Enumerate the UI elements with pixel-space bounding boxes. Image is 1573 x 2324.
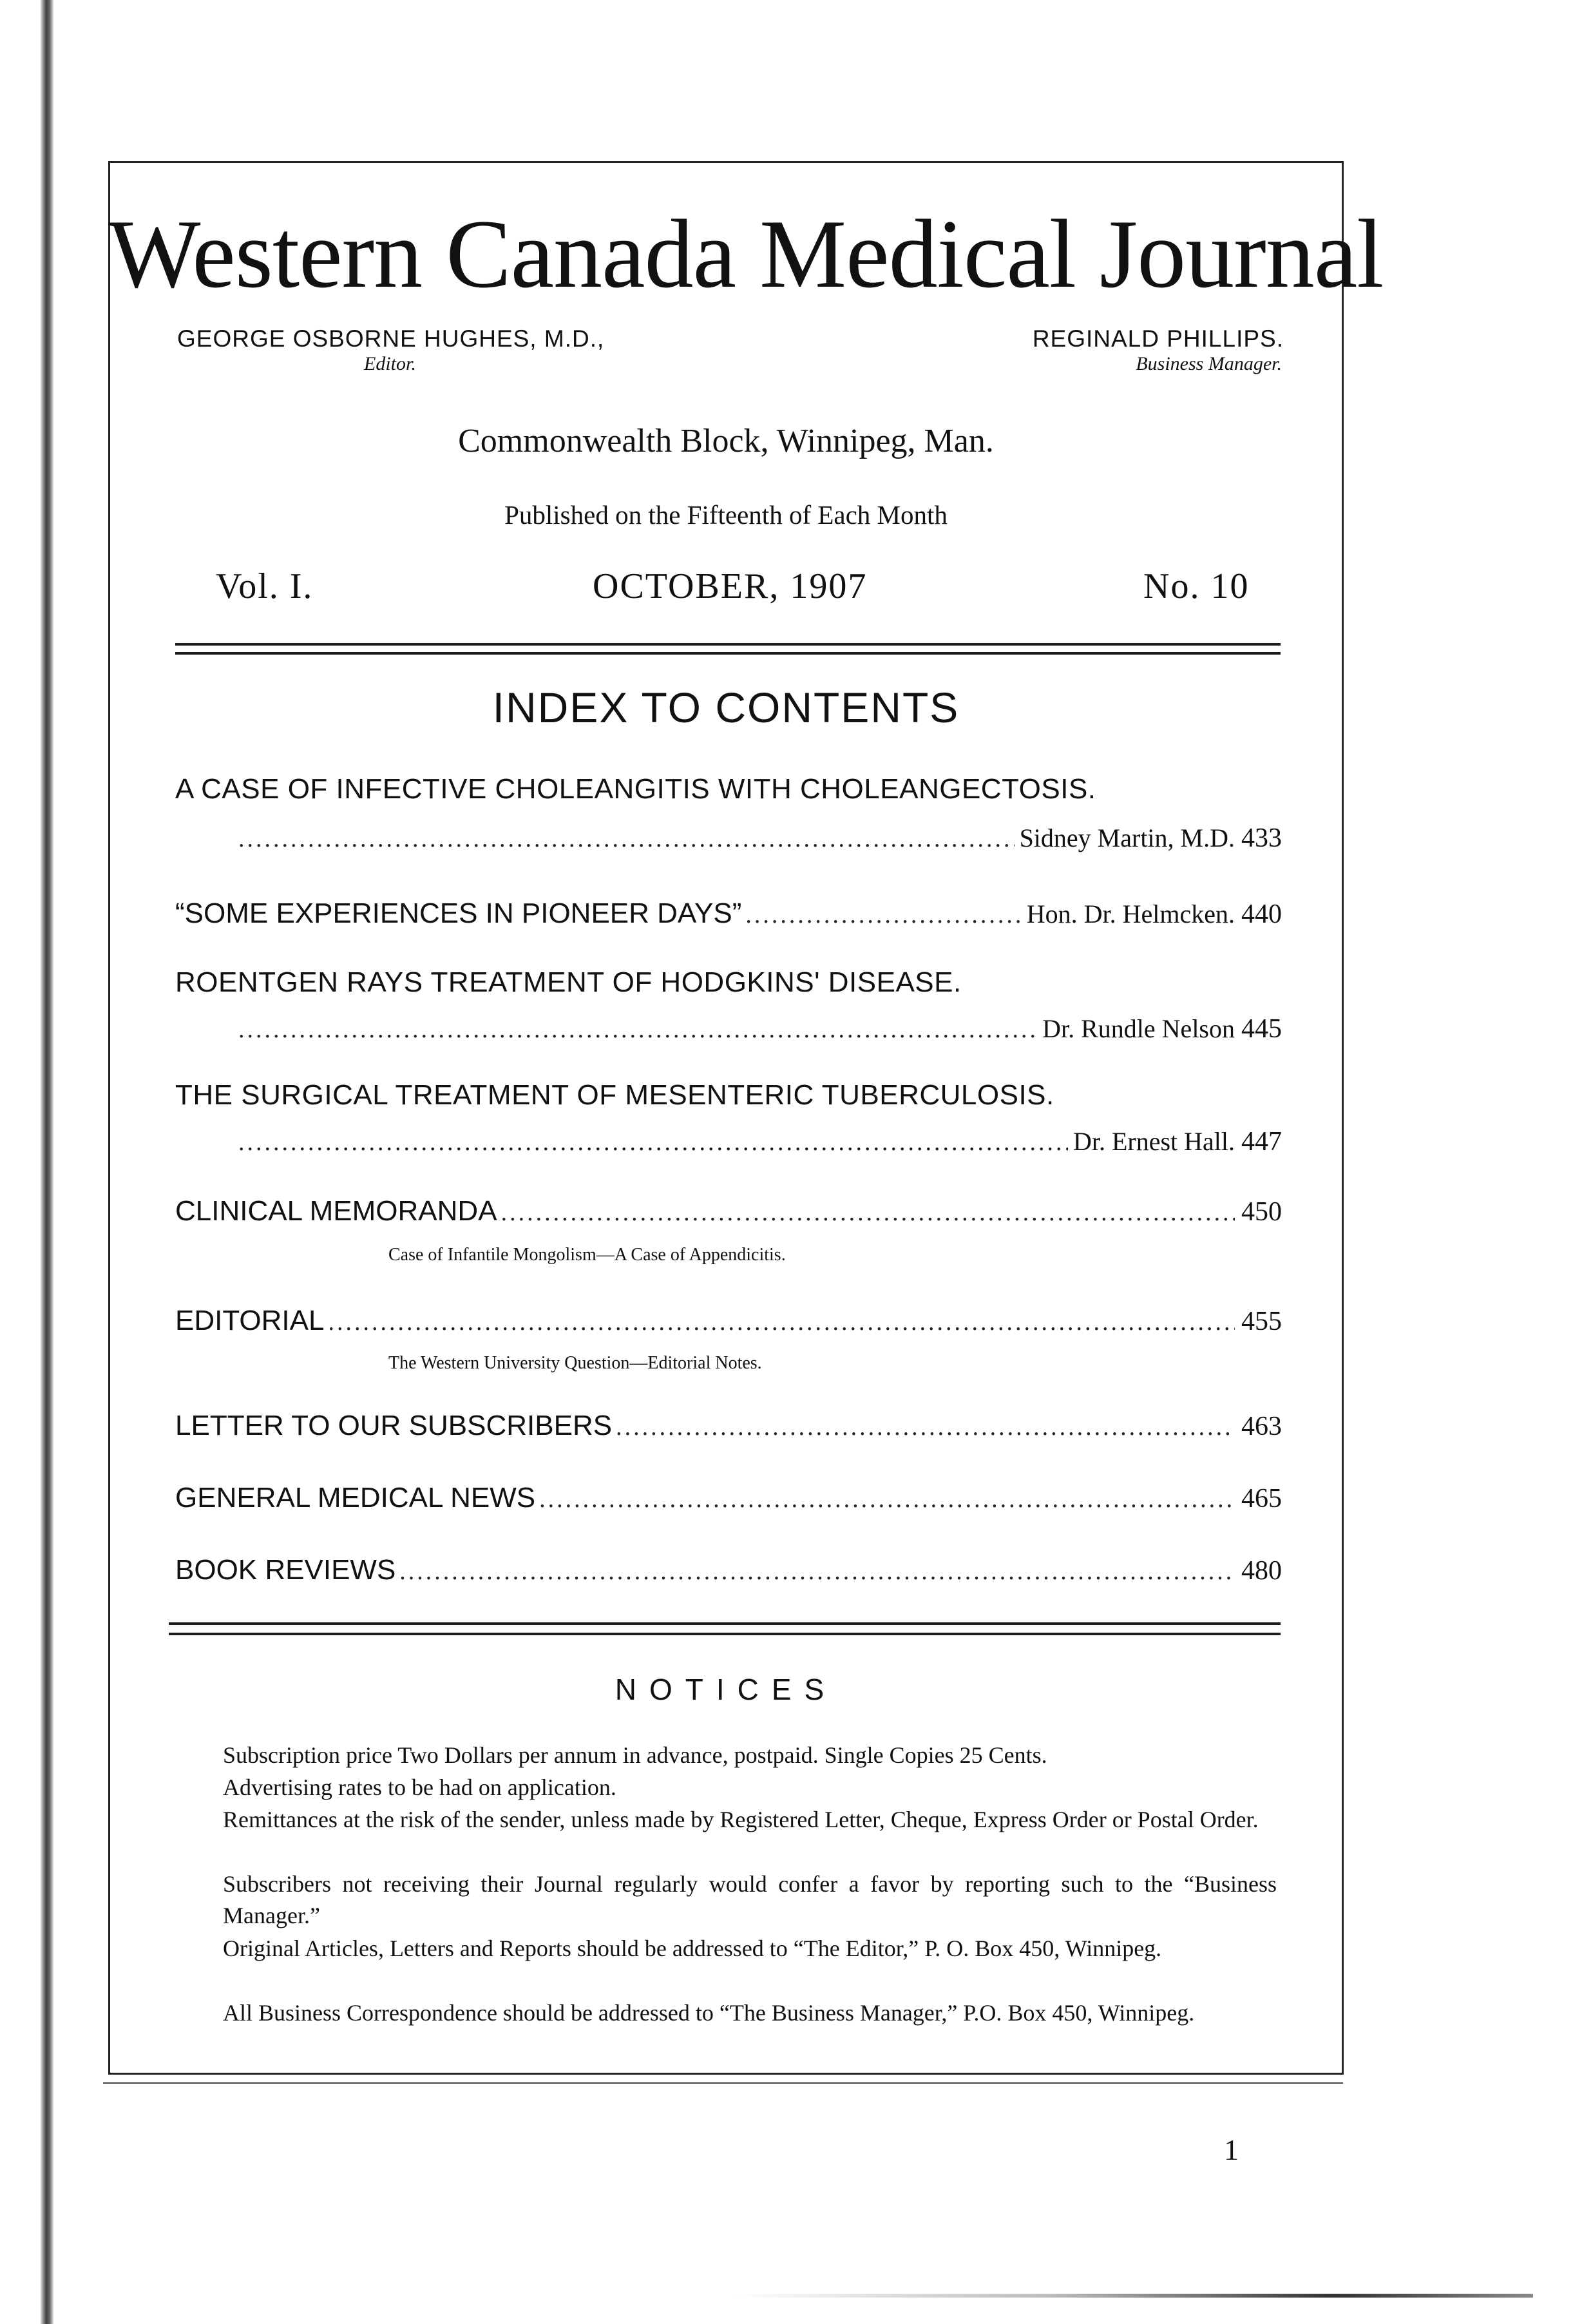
leader-dots [328,1308,1235,1336]
index-rule-bottom [169,1633,1281,1635]
toc-entry-author: Dr. Rundle Nelson [1042,1014,1235,1043]
scan-edge [734,2294,1533,2298]
leader-dots [399,1557,1235,1586]
leader-dots [238,825,1015,853]
toc-entry-page: 447 [1241,1127,1282,1157]
toc-entry-title: GENERAL MEDICAL NEWS [175,1482,536,1513]
toc-entry-page: 433 [1241,823,1282,853]
toc-entry-line [175,1410,1282,1442]
toc-entry-line [175,898,1282,930]
toc-entry-note: The Western University Question—Editorial Notes. [388,1353,762,1373]
leader-dots [539,1485,1235,1513]
toc-entry-title: A CASE OF INFECTIVE CHOLEANGITIS WITH CHOLEANGECTOSIS. [175,773,1096,805]
leader-dots [238,1128,1068,1157]
toc-entry-title: THE SURGICAL TREATMENT OF MESENTERIC TUBERCULOSIS. [175,1079,1054,1111]
toc-entry-title: BOOK REVIEWS [175,1554,396,1586]
toc-entry-page: 463 [1241,1412,1282,1441]
leader-dots [238,1015,1037,1044]
notice-text: Subscribers not receiving their Journal regularly would confer a favor by reporting such to the “Business Manager.” [223,1871,1277,1928]
toc-entry-line [175,1305,1282,1337]
volume: Vol. I. [216,566,314,606]
notice-item [169,1997,1277,2029]
toc-entry-line [175,1195,1282,1227]
toc-entry-page: 480 [1241,1556,1282,1586]
toc-entry-page: 440 [1241,899,1282,929]
header-rule-top [175,643,1281,646]
toc-entry-page: 465 [1241,1484,1282,1513]
header-rule-bottom [175,652,1281,655]
leader-dots [501,1198,1235,1227]
toc-entry-line [175,1554,1282,1586]
toc-entry-page: 445 [1241,1014,1282,1044]
toc-entry-title: LETTER TO OUR SUBSCRIBERS [175,1410,613,1441]
page-number: 1 [1224,2133,1239,2166]
leader-dots [616,1413,1235,1441]
toc-entry-line [175,1482,1282,1514]
page-border-shadow [103,2082,1343,2084]
toc-entry-title: CLINICAL MEMORANDA [175,1195,497,1227]
notice-item [169,1868,1277,1932]
editor-name: GEORGE OSBORNE HUGHES, M.D., [177,325,605,352]
toc-entry-author: Hon. Dr. Helmcken. [1026,899,1235,928]
toc-entry-title: ROENTGEN RAYS TREATMENT OF HODGKINS' DISEASE. [175,966,962,998]
notice-text: Remittances at the risk of the sender, unless made by Registered Letter, Cheque, Express Order or Postal Order. [223,1807,1259,1832]
toc-entry-line [238,1013,1282,1044]
index-rule-top [169,1622,1281,1625]
manager-role: Business Manager. [1136,353,1282,374]
toc-entry-title: “SOME EXPERIENCES IN PIONEER DAYS” [175,898,742,929]
toc-entry-author: Sidney Martin, M.D. [1019,823,1235,852]
notice-item [169,1933,1277,1964]
notice-item [169,1740,1277,1771]
toc-entry-page: 455 [1241,1307,1282,1336]
toc-entry-line [238,823,1282,854]
issue-number: No. 10 [1143,566,1250,606]
notice-item [169,1772,1277,1803]
address: Commonwealth Block, Winnipeg, Man. [458,423,994,459]
notice-text: Subscription price Two Dollars per annum in advance, postpaid. Single Copies 25 Cents. [223,1742,1047,1768]
issue-date: OCTOBER, 1907 [593,566,868,606]
notices-title: NOTICES [615,1673,837,1706]
notice-text: Advertising rates to be had on application. [223,1774,616,1800]
manager-name: REGINALD PHILLIPS. [1032,325,1284,352]
index-title: INDEX TO CONTENTS [492,684,960,731]
toc-entry-page: 450 [1241,1197,1282,1227]
toc-entry-author: Dr. Ernest Hall. [1072,1127,1235,1156]
notice-item [169,1804,1277,1836]
toc-entry-title: EDITORIAL [175,1305,325,1336]
journal-title: Western Canada Medical Journal [108,200,1384,308]
notice-text: All Business Correspondence should be addressed to “The Business Manager,” P.O. Box 450, Winnipeg. [223,2000,1195,2026]
toc-entry-note: Case of Infantile Mongolism—A Case of Appendicitis. [388,1245,786,1265]
editor-role: Editor. [364,353,416,374]
notice-text: Original Articles, Letters and Reports should be addressed to “The Editor,” P. O. Box 450, Winnipeg. [223,1935,1162,1961]
toc-entry-line [238,1126,1282,1157]
publication-schedule: Published on the Fifteenth of Each Month [504,500,948,530]
leader-dots [745,901,1021,929]
binding-edge [40,0,54,2324]
